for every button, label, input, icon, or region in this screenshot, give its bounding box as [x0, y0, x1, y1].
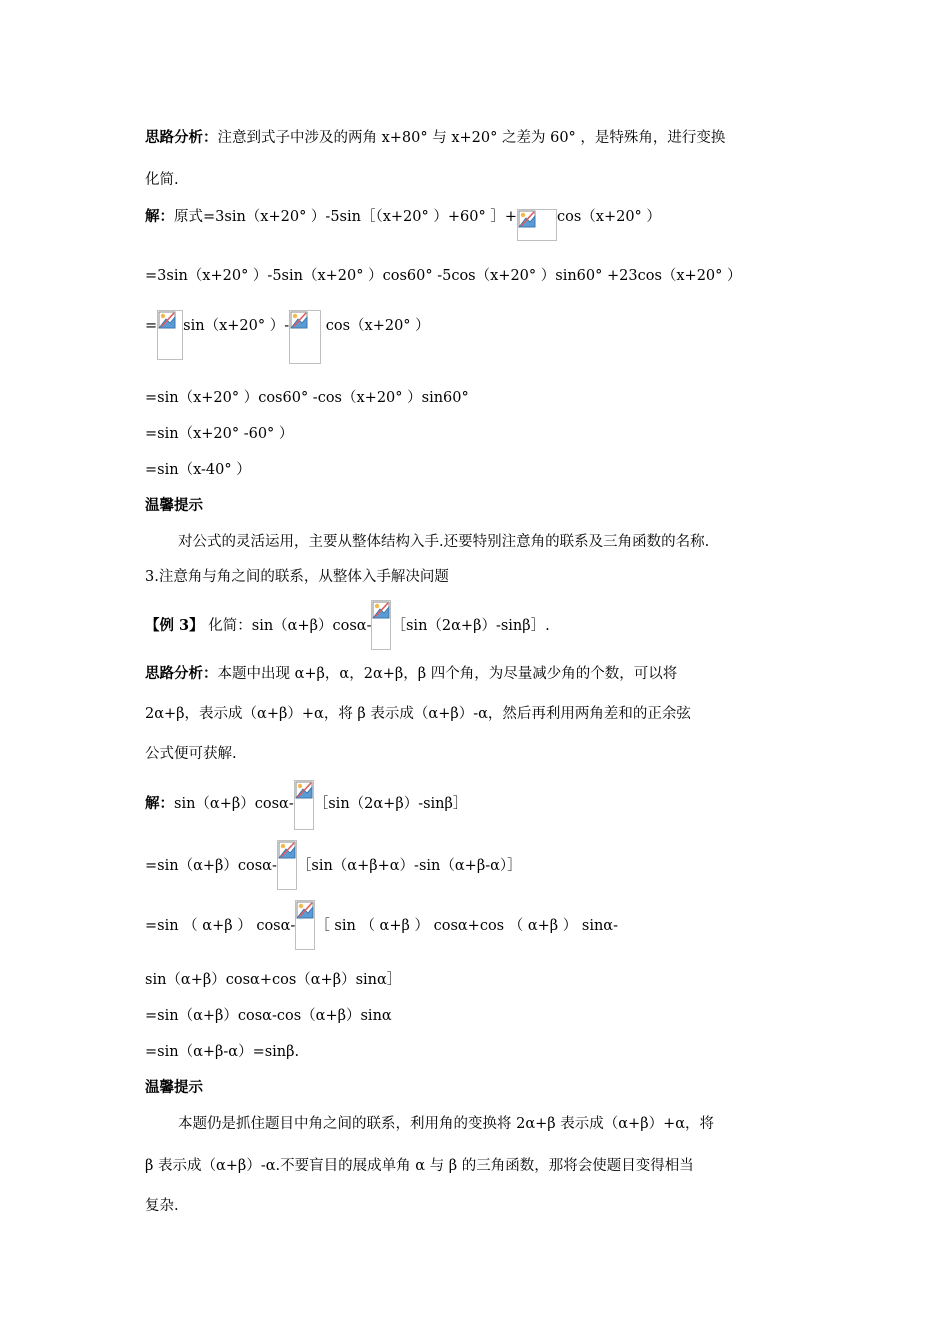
solution-2-line-6: =sin（α+β-α）=sinβ. [145, 1044, 300, 1060]
broken-image-icon [157, 310, 183, 360]
tip-2-line-2: β 表示成（α+β）-α.不要盲目的展成单角 α 与 β 的三角函数，那将会使题目变得相当 [145, 1158, 694, 1174]
example-3-line [145, 616, 550, 666]
formula-text: cos（x+20° ） [556, 209, 661, 225]
solution-1-line-1 [145, 207, 661, 239]
tip-2-line-3: 复杂. [145, 1198, 179, 1214]
formula-text: 化简：sin（α+β）cosα- [203, 618, 372, 634]
formula-text: ［ sin （ α+β ） cosα+cos （ α+β ） sinα- [315, 918, 618, 934]
solution-label: 解： [145, 208, 174, 225]
broken-image-icon [289, 310, 321, 364]
broken-image-icon [294, 780, 314, 830]
formula-text: =sin （ α+β ） cosα- [145, 918, 296, 934]
analysis-paragraph-1-line-1 [145, 128, 725, 148]
analysis-label: 思路分析： [145, 665, 218, 682]
tip-heading-2: 温馨提示 [145, 1079, 203, 1096]
analysis-paragraph-2-line-2: 2α+β，表示成（α+β）+α，将 β 表示成（α+β）-α，然后再利用两角差和的正余弦 [145, 706, 691, 722]
broken-image-icon [277, 840, 297, 890]
formula-text: = [145, 318, 158, 334]
solution-1-line-3 [145, 316, 430, 370]
solution-2-line-2 [145, 856, 522, 906]
solution-1-line-2: =3sin（x+20° ）-5sin（x+20° ）cos60° -5cos（x+20° ）sin60° +23cos（x+20° ） [145, 268, 742, 284]
solution-2-line-4: sin（α+β）cosα+cos（α+β）sinα］ [145, 972, 402, 988]
analysis-label: 思路分析： [145, 129, 218, 146]
solution-1-line-4: =sin（x+20° ）cos60° -cos（x+20° ）sin60° [145, 390, 469, 406]
analysis-text: 本题中出现 α+β，α，2α+β，β 四个角，为尽量减少角的个数，可以将 [217, 666, 678, 682]
broken-image-icon [295, 900, 315, 950]
formula-text: =sin（α+β）cosα- [145, 858, 277, 874]
example-label: 【例 3】 [145, 617, 204, 634]
solution-2-line-5: =sin（α+β）cosα-cos（α+β）sinα [145, 1008, 392, 1024]
tip-heading-1: 温馨提示 [145, 497, 203, 514]
solution-2-line-1 [145, 794, 467, 844]
broken-image-icon [371, 600, 391, 650]
solution-1-line-5: =sin（x+20° -60° ） [145, 426, 294, 442]
analysis-paragraph-2-line-1 [145, 664, 677, 684]
broken-image-icon [517, 209, 557, 241]
analysis-paragraph-1-line-2: 化简. [145, 172, 179, 188]
tip-2-line-1: 本题仍是抓住题目中角之间的联系，利用角的变换将 2α+β 表示成（α+β）+α，将 [178, 1116, 715, 1132]
formula-text: cos（x+20° ） [321, 318, 430, 334]
solution-label: 解： [145, 795, 174, 812]
tip-1-text: 对公式的灵活运用，主要从整体结构入手.还要特别注意角的联系及三角函数的名称. [178, 534, 710, 550]
formula-text: ［sin（α+β+α）-sin（α+β-α）］ [296, 858, 522, 874]
formula-text: sin（x+20° ）- [183, 318, 290, 334]
analysis-paragraph-2-line-3: 公式便可获解. [145, 746, 237, 762]
formula-text: ［sin（2α+β）-sinβ］. [391, 618, 550, 634]
formula-text: 原式=3sin（x+20° ）-5sin［（x+20° ）+60° ］+ [174, 209, 517, 225]
formula-text: sin（α+β）cosα- [174, 796, 294, 812]
analysis-text: 注意到式子中涉及的两角 x+80° 与 x+20° 之差为 60° ，是特殊角，进行变换 [217, 130, 726, 146]
solution-1-line-6: =sin（x-40° ） [145, 462, 251, 478]
section-3-title: 3.注意角与角之间的联系，从整体入手解决问题 [145, 569, 449, 585]
solution-2-line-3 [145, 916, 618, 966]
formula-text: ［sin（2α+β）-sinβ］ [313, 796, 468, 812]
